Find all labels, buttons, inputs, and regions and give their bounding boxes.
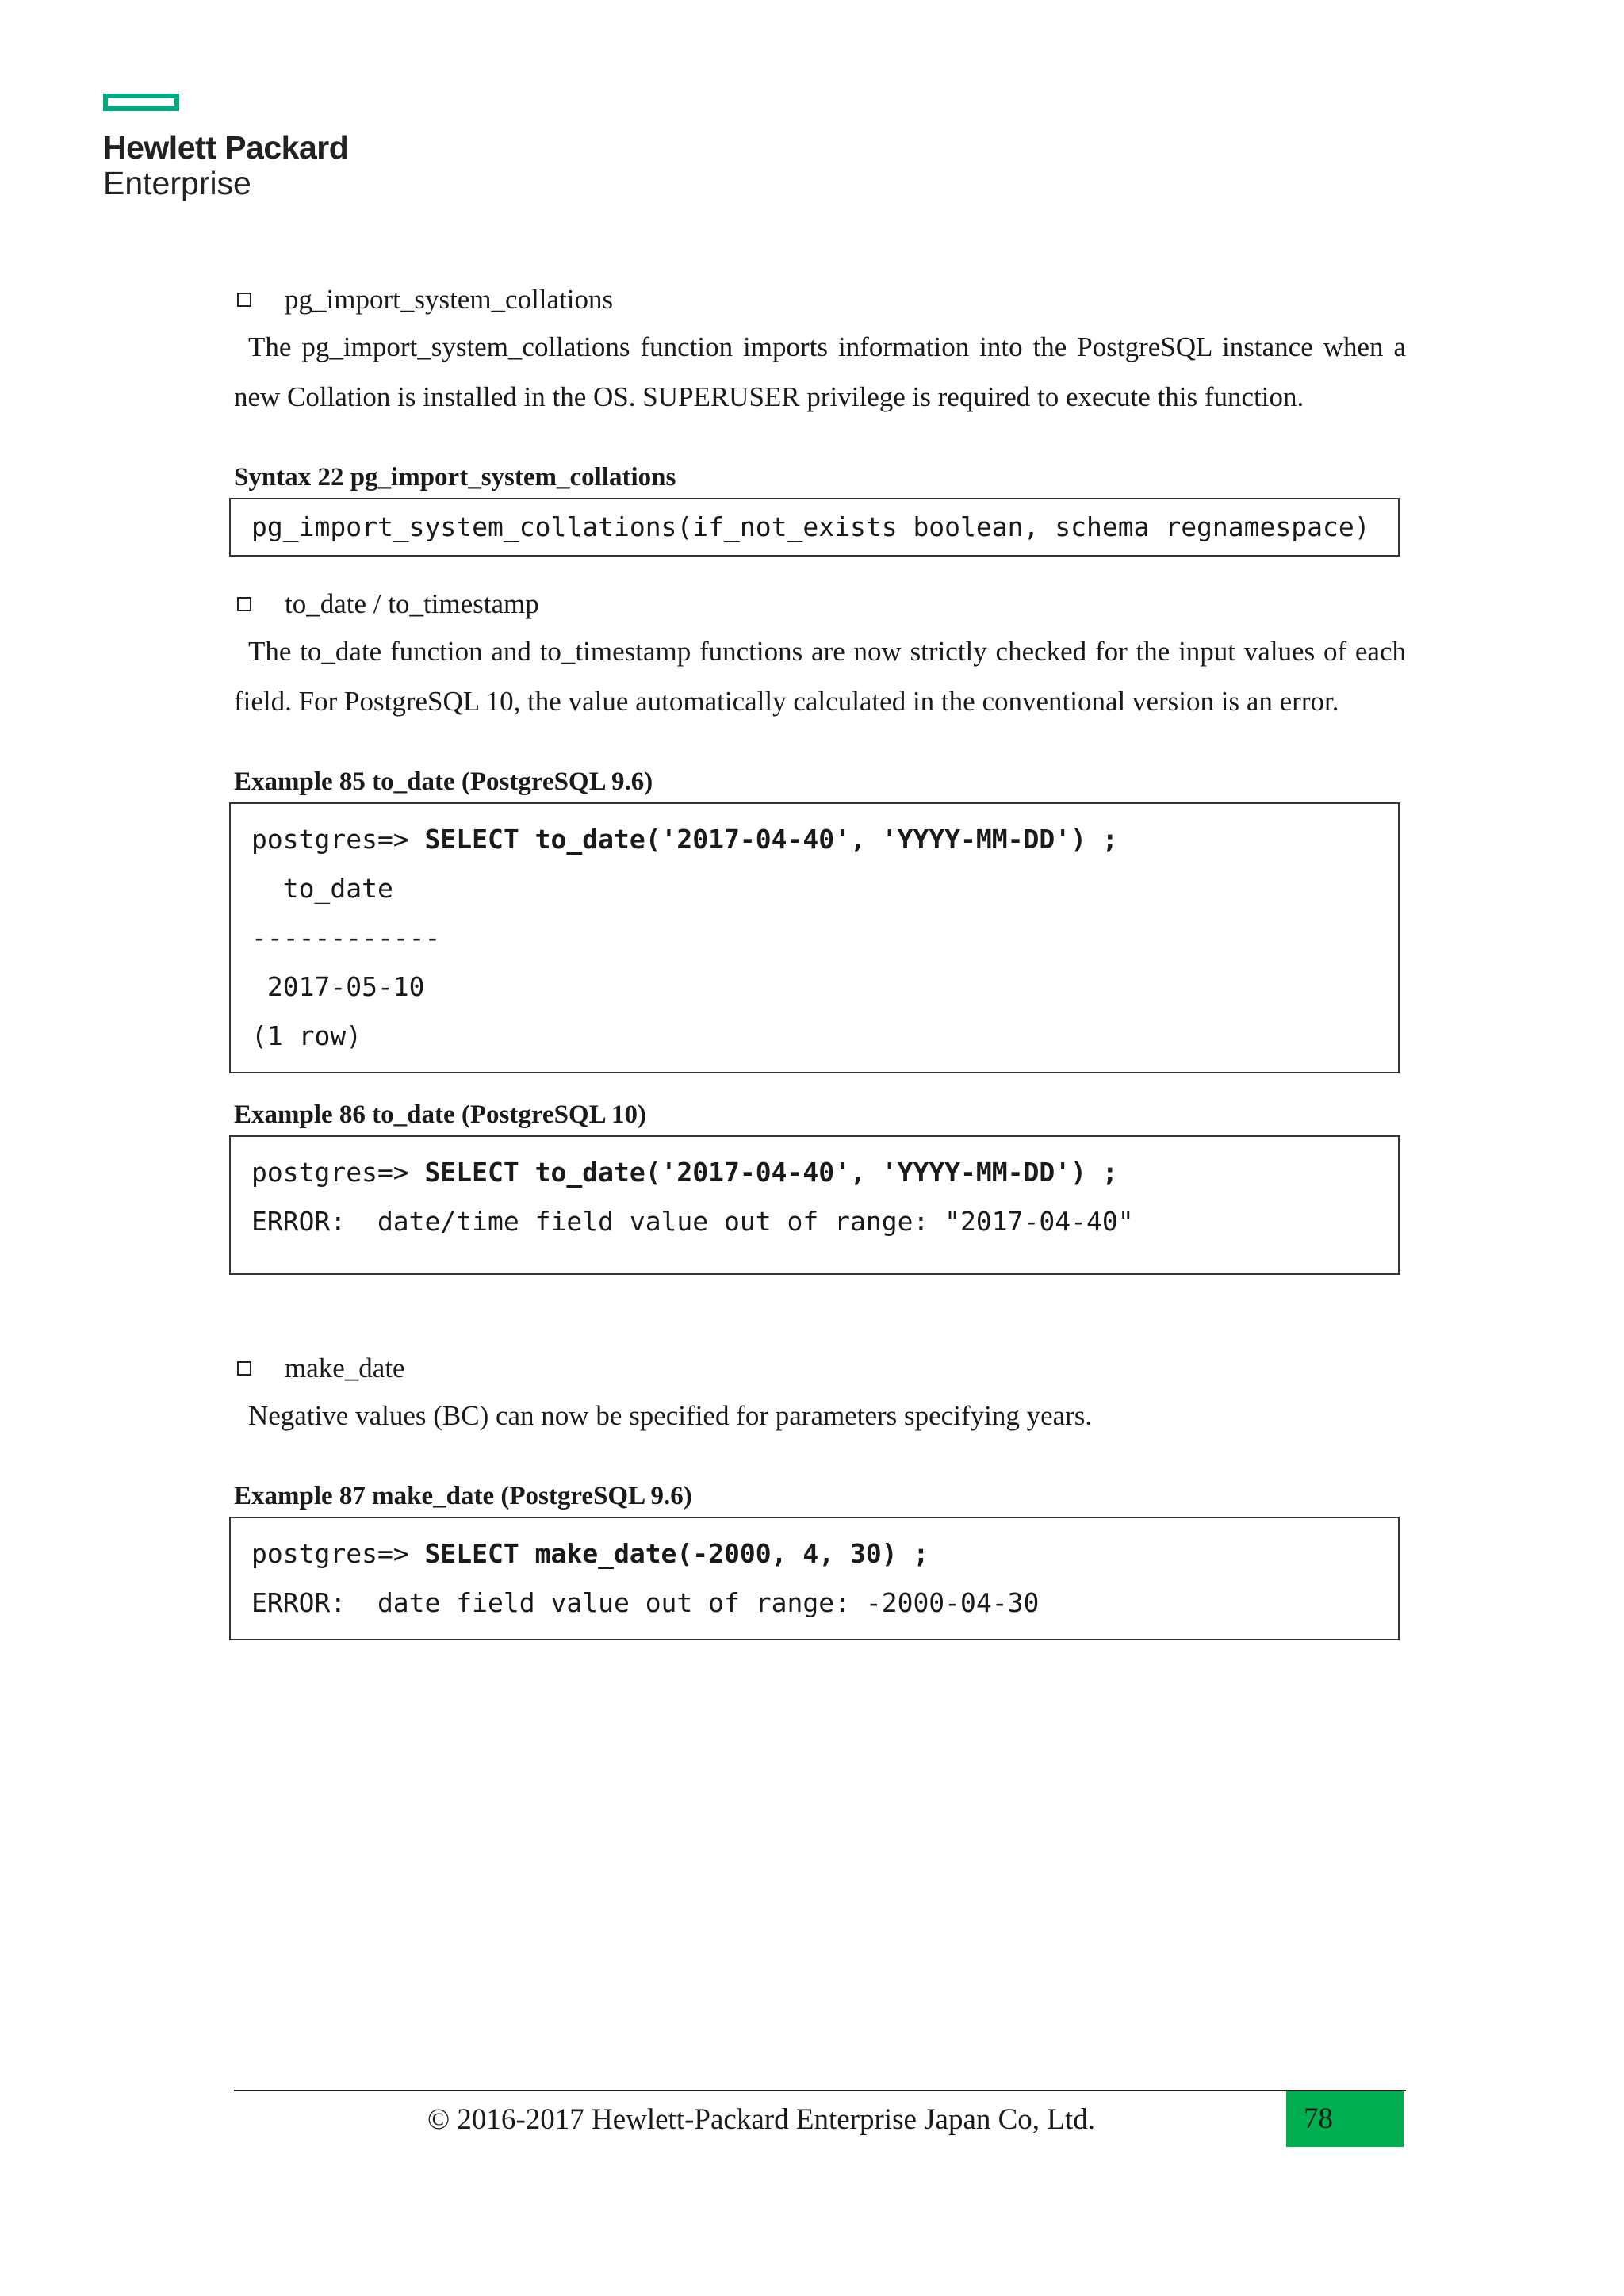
page-content <box>234 277 1406 1640</box>
make-date-description: Negative values (BC) can now be specified for parameters specifying years. <box>248 1400 1093 1431</box>
error-message: ERROR: date/time field value out of range: "2017-04-40" <box>251 1206 1134 1237</box>
logo-text-line1: Hewlett Packard <box>103 129 349 166</box>
hpe-logo <box>103 94 348 201</box>
code-prompt: postgres=> <box>251 1538 425 1569</box>
collations-description: The pg_import_system_collations function imports information into the PostgreSQL instance when a new Collation is installed in the OS. SUPERUSER privilege is required to execute this function. <box>234 331 1406 412</box>
example-85-caption: Example 85 to_date (PostgreSQL 9.6) <box>234 767 653 796</box>
code-command: SELECT to_date('2017-04-40', 'YYYY-MM-DD') ; <box>424 1157 1118 1188</box>
example-87-code-box <box>229 1517 1400 1640</box>
syntax-code: pg_import_system_collations(if_not_exists boolean, schema regnamespace) <box>251 511 1370 542</box>
square-bullet-icon <box>237 1361 251 1376</box>
section-heading-to-date <box>234 582 1406 626</box>
code-line <box>251 815 1398 864</box>
section-heading-collations <box>234 277 1406 322</box>
footer-copyright: © 2016-2017 Hewlett-Packard Enterprise Japan Co, Ltd. <box>427 2103 1095 2136</box>
example-86-code-box <box>229 1135 1400 1275</box>
result-separator: ------------ <box>251 922 441 953</box>
code-command: SELECT to_date('2017-04-40', 'YYYY-MM-DD') ; <box>424 824 1118 855</box>
code-prompt: postgres=> <box>251 824 425 855</box>
square-bullet-icon <box>237 597 251 611</box>
footer-divider <box>234 2090 1406 2091</box>
code-command: SELECT make_date(-2000, 4, 30) ; <box>424 1538 929 1569</box>
page-number: 78 <box>1286 2091 1404 2147</box>
logo-text-line2: Enterprise <box>103 165 251 201</box>
square-bullet-icon <box>237 293 251 307</box>
result-column-header: to_date <box>251 873 393 904</box>
example-87-caption: Example 87 make_date (PostgreSQL 9.6) <box>234 1482 692 1510</box>
to-date-description: The to_date function and to_timestamp functions are now strictly checked for the input values of each field. For PostgreSQL 10, the value automatically calculated in the conventional version is an error. <box>234 636 1406 717</box>
section-heading-text: make_date <box>285 1353 405 1383</box>
section-heading-text: to_date / to_timestamp <box>285 588 539 619</box>
example-85-code-box <box>229 802 1400 1073</box>
result-value: 2017-05-10 <box>251 971 425 1002</box>
section-heading-make-date <box>234 1346 1406 1391</box>
syntax-code-box <box>229 498 1400 557</box>
hpe-logo-mark <box>103 94 179 111</box>
error-message: ERROR: date field value out of range: -2000-04-30 <box>251 1587 1040 1618</box>
section-heading-text: pg_import_system_collations <box>285 284 614 315</box>
example-86-caption: Example 86 to_date (PostgreSQL 10) <box>234 1100 647 1129</box>
code-line <box>251 1529 1398 1578</box>
syntax-caption: Syntax 22 pg_import_system_collations <box>234 463 676 492</box>
code-prompt: postgres=> <box>251 1157 425 1188</box>
result-row-count: (1 row) <box>251 1020 362 1051</box>
code-line <box>251 1148 1398 1197</box>
